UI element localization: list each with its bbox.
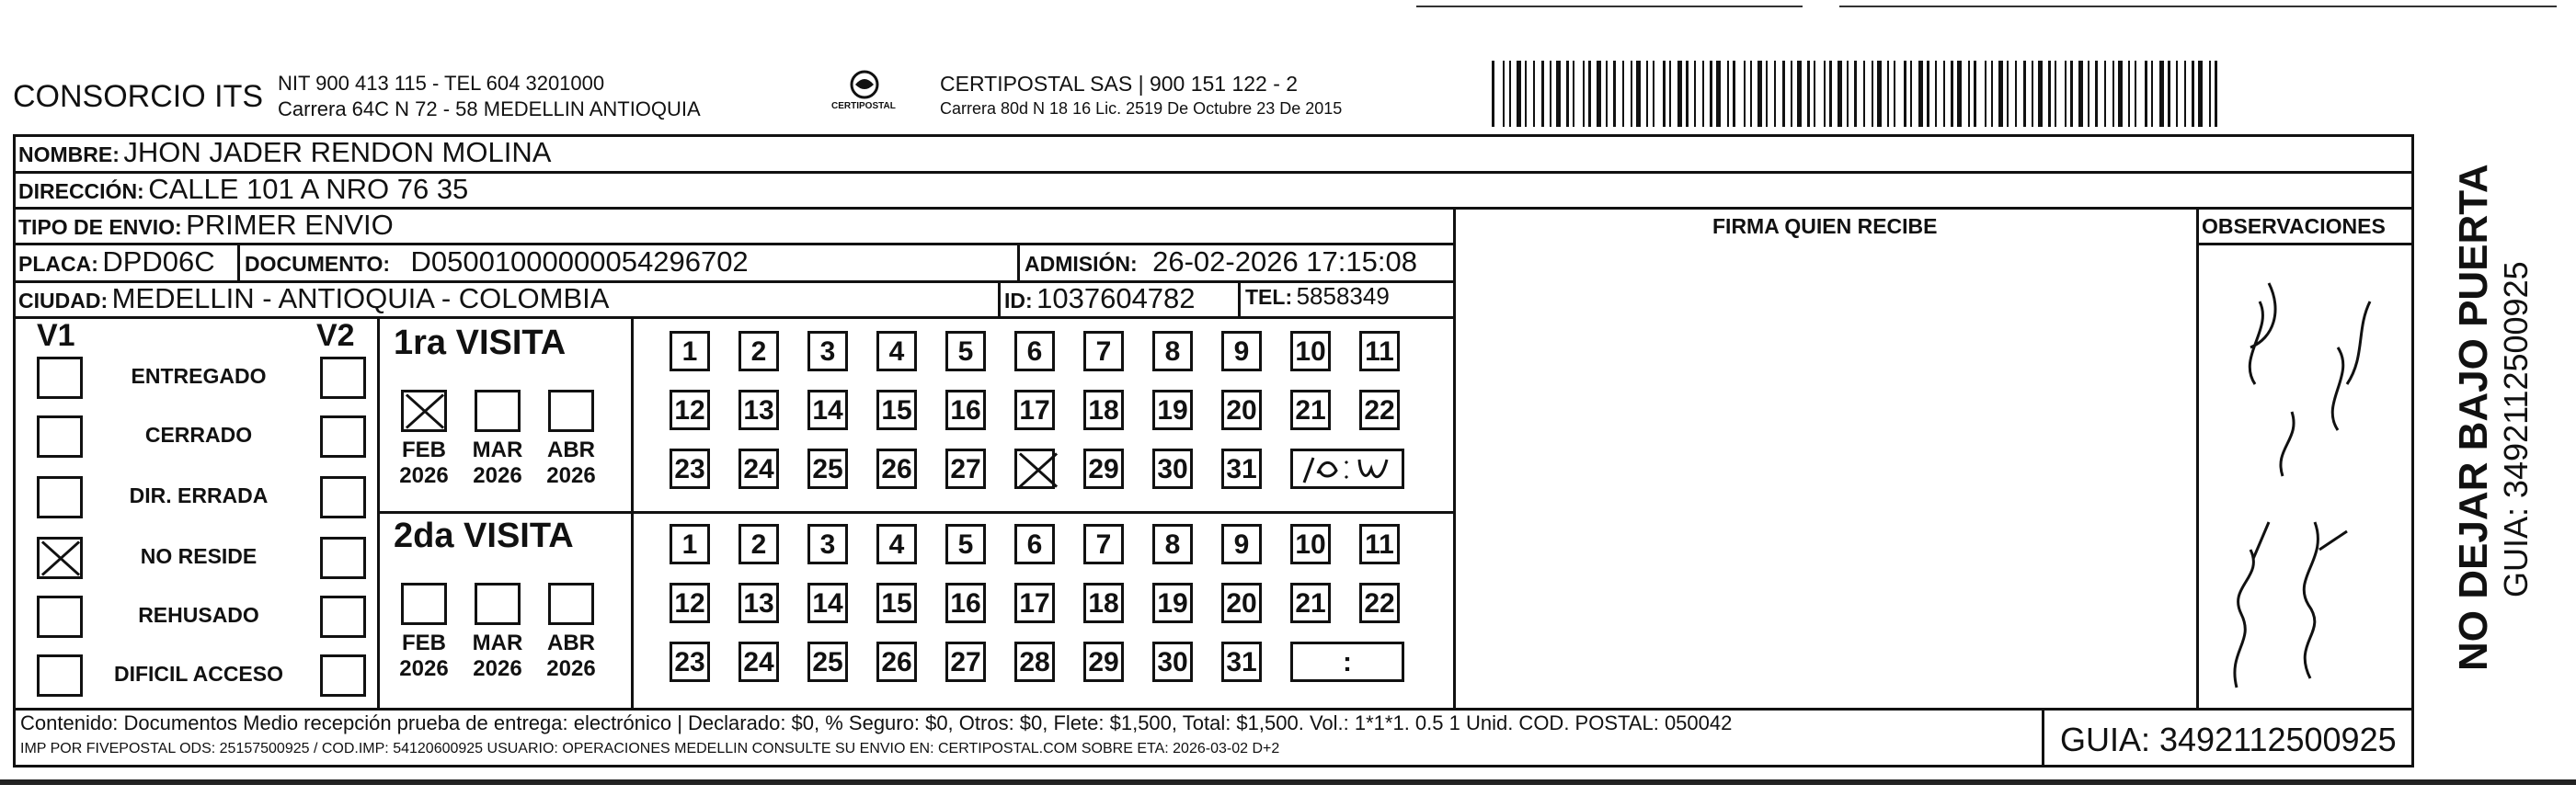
tel-field <box>1245 282 1390 311</box>
id-label: ID: <box>1004 289 1033 313</box>
day-box[interactable]: 21 <box>1290 583 1331 623</box>
day-box[interactable]: 25 <box>807 449 848 489</box>
month-label: MAR <box>472 438 523 462</box>
month-checkbox[interactable] <box>548 583 594 625</box>
day-box[interactable]: 9 <box>1221 331 1262 371</box>
barcode <box>1492 61 2227 127</box>
day-box[interactable]: 18 <box>1083 583 1124 623</box>
tipo-envio-row <box>18 209 394 242</box>
day-box[interactable]: 22 <box>1359 583 1400 623</box>
year-label: 2026 <box>546 463 596 488</box>
day-box[interactable]: 1 <box>670 524 710 564</box>
month-label: ABR <box>547 631 595 655</box>
day-box[interactable]: 3 <box>807 331 848 371</box>
company-line-1: NIT 900 413 115 - TEL 604 3201000 <box>278 72 605 95</box>
day-box[interactable]: 7 <box>1083 331 1124 371</box>
day-box[interactable]: 20 <box>1221 390 1262 430</box>
day-box[interactable]: 16 <box>945 390 986 430</box>
day-box[interactable]: 5 <box>945 331 986 371</box>
day-box[interactable]: 29 <box>1083 449 1124 489</box>
day-box[interactable]: 17 <box>1014 583 1055 623</box>
v2-label: V2 <box>316 318 355 353</box>
day-box[interactable]: 27 <box>945 642 986 682</box>
day-box[interactable]: 6 <box>1014 331 1055 371</box>
v1-checkbox[interactable] <box>37 476 83 518</box>
ciudad-value: MEDELLIN - ANTIOQUIA - COLOMBIA <box>111 282 610 314</box>
tel-label: TEL: <box>1245 285 1293 309</box>
month-checkbox[interactable] <box>401 390 447 432</box>
v1-checkbox[interactable] <box>37 596 83 638</box>
day-box[interactable]: 11 <box>1359 524 1400 564</box>
certipostal-logo <box>828 66 901 121</box>
day-box[interactable]: 24 <box>738 642 779 682</box>
company-line-2: Carrera 64C N 72 - 58 MEDELLIN ANTIOQUIA <box>278 97 701 120</box>
tel-value: 5858349 <box>1296 282 1390 310</box>
handwritten-time <box>1299 450 1401 487</box>
day-box[interactable]: 25 <box>807 642 848 682</box>
day-box[interactable]: 2 <box>738 524 779 564</box>
side-guia: GUIA: 3492112500925 <box>2497 261 2535 597</box>
day-box[interactable]: 20 <box>1221 583 1262 623</box>
day-box[interactable]: 17 <box>1014 390 1055 430</box>
day-box[interactable] <box>1014 449 1055 489</box>
year-label: 2026 <box>473 656 522 681</box>
ciudad-label: CIUDAD: <box>18 289 109 313</box>
day-box[interactable]: 4 <box>876 331 917 371</box>
day-box[interactable]: 8 <box>1152 524 1193 564</box>
id-value: 1037604782 <box>1036 282 1196 314</box>
day-box[interactable]: 10 <box>1290 524 1331 564</box>
month-checkbox[interactable] <box>475 390 521 432</box>
day-box[interactable]: 7 <box>1083 524 1124 564</box>
v2-checkbox[interactable] <box>320 537 366 579</box>
day-box[interactable]: 6 <box>1014 524 1055 564</box>
day-box[interactable]: 5 <box>945 524 986 564</box>
day-box[interactable]: 26 <box>876 642 917 682</box>
status-label: NO RESIDE <box>140 544 258 568</box>
observaciones-label: OBSERVACIONES <box>2202 214 2386 238</box>
v2-checkbox[interactable] <box>320 596 366 638</box>
day-box[interactable]: 26 <box>876 449 917 489</box>
status-label: CERRADO <box>144 423 253 447</box>
v2-checkbox[interactable] <box>320 357 366 399</box>
nombre-label: NOMBRE: <box>18 142 120 166</box>
v2-checkbox[interactable] <box>320 654 366 697</box>
day-box[interactable]: 30 <box>1152 642 1193 682</box>
v1-checkbox[interactable] <box>37 357 83 399</box>
ciudad-field <box>18 282 609 315</box>
placa-value: DPD06C <box>102 245 215 278</box>
day-box[interactable]: 23 <box>670 449 710 489</box>
direccion-value: CALLE 101 A NRO 76 35 <box>148 173 469 205</box>
day-box[interactable]: 16 <box>945 583 986 623</box>
footer-contenido: Contenido: Documentos Medio recepción prueba de entrega: electrónico | Declarado: $0, % Seguro: $0, Otros: $0, Flete: $1,500, Total: $1,500. Vol.: 1*1*1. 0.5 1 Unid. COD. POSTAL: 050042 <box>20 711 1733 734</box>
year-label: 2026 <box>473 463 522 488</box>
day-box[interactable]: 21 <box>1290 390 1331 430</box>
nombre-row <box>18 136 551 169</box>
day-box[interactable]: 2 <box>738 331 779 371</box>
day-box[interactable]: 11 <box>1359 331 1400 371</box>
day-box[interactable]: 13 <box>738 390 779 430</box>
carrier-line-2: Carrera 80d N 18 16 Lic. 2519 De Octubre 23 De 2015 <box>940 99 1343 118</box>
day-box[interactable]: 1 <box>670 331 710 371</box>
day-box[interactable]: 22 <box>1359 390 1400 430</box>
day-box[interactable]: 15 <box>876 390 917 430</box>
day-box[interactable]: 23 <box>670 642 710 682</box>
direccion-label: DIRECCIÓN: <box>18 179 144 203</box>
v1-checkbox[interactable] <box>37 654 83 697</box>
v2-checkbox[interactable] <box>320 476 366 518</box>
firma-label: FIRMA QUIEN RECIBE <box>1712 214 1938 238</box>
month-label: MAR <box>472 631 523 655</box>
year-label: 2026 <box>399 656 449 681</box>
month-label: ABR <box>547 438 595 462</box>
day-box[interactable]: 9 <box>1221 524 1262 564</box>
visit-title: 2da VISITA <box>394 517 574 555</box>
day-box[interactable]: 28 <box>1014 642 1055 682</box>
day-box[interactable]: 10 <box>1290 331 1331 371</box>
admision-value: 26-02-2026 17:15:08 <box>1152 245 1417 278</box>
day-box[interactable]: 3 <box>807 524 848 564</box>
carrier-line-1: CERTIPOSTAL SAS | 900 151 122 - 2 <box>940 72 1299 96</box>
day-box[interactable]: 29 <box>1083 642 1124 682</box>
status-label: ENTREGADO <box>131 364 267 388</box>
footer-guia: GUIA: 3492112500925 <box>2060 721 2397 758</box>
status-label: DIFICIL ACCESO <box>113 662 283 686</box>
admision-label: ADMISIÓN: <box>1025 252 1138 276</box>
day-box[interactable]: 14 <box>807 390 848 430</box>
status-label: REHUSADO <box>138 603 259 627</box>
month-checkbox[interactable] <box>401 583 447 625</box>
day-box[interactable]: 31 <box>1221 449 1262 489</box>
day-box[interactable]: 13 <box>738 583 779 623</box>
day-box[interactable]: 12 <box>670 390 710 430</box>
side-no-dejar: NO DEJAR BAJO PUERTA <box>2451 164 2496 671</box>
day-box[interactable]: 19 <box>1152 390 1193 430</box>
documento-label: DOCUMENTO: <box>245 252 391 276</box>
id-field <box>1004 282 1196 315</box>
year-label: 2026 <box>399 463 449 488</box>
day-box[interactable]: 31 <box>1221 642 1262 682</box>
day-box[interactable]: 8 <box>1152 331 1193 371</box>
v1-checkbox[interactable] <box>37 537 83 579</box>
visit-title: 1ra VISITA <box>394 324 567 362</box>
day-box[interactable]: 15 <box>876 583 917 623</box>
day-box[interactable]: 12 <box>670 583 710 623</box>
day-box[interactable]: 4 <box>876 524 917 564</box>
v2-checkbox[interactable] <box>320 415 366 458</box>
year-label: 2026 <box>546 656 596 681</box>
bottom-edge <box>0 779 2576 785</box>
day-box[interactable]: 24 <box>738 449 779 489</box>
top-scan-line <box>1839 6 2557 7</box>
month-checkbox[interactable] <box>475 583 521 625</box>
recipient-signature-area[interactable] <box>1457 246 2194 706</box>
day-box[interactable]: 18 <box>1083 390 1124 430</box>
month-label: FEB <box>402 631 446 655</box>
company-name: CONSORCIO ITS <box>13 79 264 114</box>
direccion-row <box>18 173 468 206</box>
day-box[interactable]: 30 <box>1152 449 1193 489</box>
v1-label: V1 <box>37 318 75 353</box>
day-box[interactable]: 27 <box>945 449 986 489</box>
status-label: DIR. ERRADA <box>129 483 269 507</box>
month-checkbox[interactable] <box>548 390 594 432</box>
time-box[interactable]: : <box>1290 642 1404 682</box>
placa-label: PLACA: <box>18 252 98 276</box>
v1-checkbox[interactable] <box>37 415 83 458</box>
day-box[interactable]: 14 <box>807 583 848 623</box>
placa-field <box>18 245 215 279</box>
certipostal-logo-text: CERTIPOSTAL <box>831 101 896 111</box>
documento-field <box>245 245 749 279</box>
top-scan-line <box>1416 6 1803 7</box>
tipo-envio-value: PRIMER ENVIO <box>186 209 394 241</box>
day-box[interactable]: 19 <box>1152 583 1193 623</box>
documento-value: D05001000000054296702 <box>410 245 749 278</box>
nombre-value: JHON JADER RENDON MOLINA <box>123 136 552 168</box>
tipo-envio-label: TIPO DE ENVIO: <box>18 215 182 239</box>
admision-field <box>1025 245 1417 279</box>
month-label: FEB <box>402 438 446 462</box>
observations-handwriting <box>2200 246 2410 706</box>
footer-impresion: IMP POR FIVEPOSTAL ODS: 25157500925 / COD.IMP: 54120600925 USUARIO: OPERACIONES MEDELLIN CONSULTE SU ENVIO EN: CERTIPOSTAL.COM SOBRE ETA: 2026-03-02 D+2 <box>20 741 1280 756</box>
